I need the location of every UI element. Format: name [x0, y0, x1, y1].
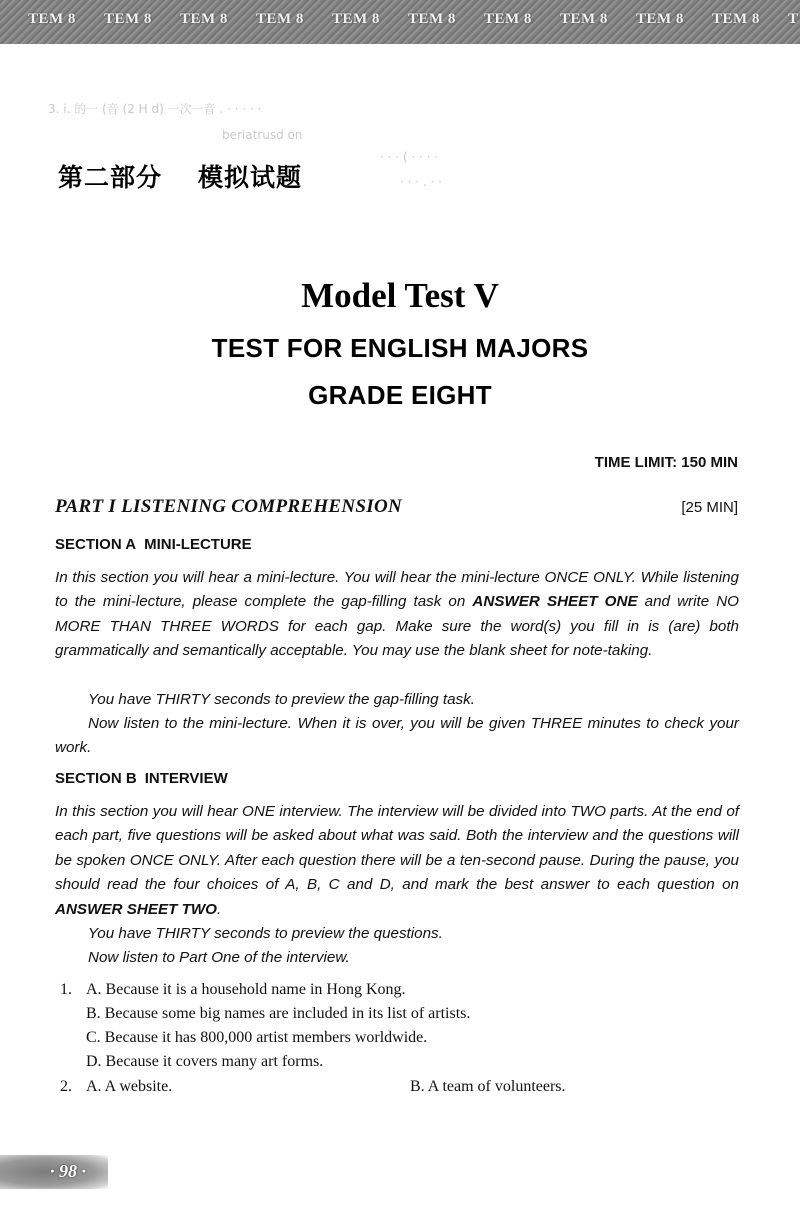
- test-grade: GRADE EIGHT: [308, 380, 492, 410]
- part-number-cn: 第二部分: [58, 163, 163, 192]
- header-tab: TEM 8: [28, 11, 76, 27]
- section-name: MINI-LECTURE: [144, 536, 252, 553]
- question-choice: B. A team of volunteers.: [410, 1078, 566, 1095]
- section-a-heading: [55, 536, 252, 553]
- part-time: [25 MIN]: [681, 499, 738, 516]
- section-name: INTERVIEW: [144, 770, 228, 787]
- bleed-through-text: · · · . · ·: [400, 175, 442, 189]
- section-b-listen: Now listen to Part One of the interview.: [88, 949, 350, 966]
- header-tab: TEM 8: [332, 11, 380, 27]
- section-b-instructions: In this section you will hear ONE interview. The interview will be divided into TWO parts. At the end of each part, five questions will be asked about what was said. Both the interview and the questions will be spoken ONCE ONLY. After each question there will be a ten-second pause. During the pause, you should read the four choices of A, B, C and D, and mark the best answer to each question on ANSWER SHEET TWO.: [55, 803, 739, 918]
- part-label-cn: 模拟试题: [198, 163, 303, 192]
- part-heading-cn: [58, 158, 302, 194]
- header-tab: TEM 8: [560, 11, 608, 27]
- header-tab: TEM 8: [712, 11, 760, 27]
- section-b-heading: [55, 770, 228, 787]
- bleed-through-text: 3. i. 的一 (音 (2 H d) 一次一音 . · · · · ·: [48, 102, 262, 116]
- page-number-badge: [0, 1155, 108, 1189]
- question-choice: D. Because it covers many art forms.: [86, 1053, 324, 1070]
- header-tab: TEM 8: [484, 11, 532, 27]
- section-label: SECTION A: [55, 536, 137, 553]
- test-subtitle: TEST FOR ENGLISH MAJORS: [211, 333, 589, 363]
- header-tab: TEM 8: [256, 11, 304, 27]
- section-b-preview: You have THIRTY seconds to preview the questions.: [88, 925, 443, 942]
- bleed-through-text: · · · ( · · · ·: [380, 150, 439, 164]
- test-title: Model Test V: [301, 276, 499, 315]
- header-tab: TEM 8: [408, 11, 456, 27]
- question-choice: A. Because it is a household name in Hong Kong.: [86, 981, 406, 998]
- header-tab: TEM 8: [636, 11, 684, 27]
- page-number: · 98 ·: [50, 1161, 86, 1181]
- section-label: SECTION B: [55, 770, 137, 787]
- question-choice: A. A website.: [86, 1078, 173, 1095]
- header-banner: [0, 0, 800, 44]
- part-title: PART I LISTENING COMPREHENSION: [55, 496, 403, 517]
- time-limit: TIME LIMIT: 150 MIN: [594, 454, 738, 471]
- question-number: 1.: [60, 981, 72, 998]
- part-header: [55, 496, 738, 522]
- question-choice: C. Because it has 800,000 artist members worldwide.: [86, 1029, 428, 1046]
- header-tab: TEM 8: [104, 11, 152, 27]
- answer-sheet-one: ANSWER SHEET ONE: [472, 593, 638, 611]
- bleed-through-text: beriatrusd on: [222, 128, 303, 142]
- answer-sheet-two: ANSWER SHEET TWO: [55, 900, 217, 918]
- section-a-instructions: In this section you will hear a mini-lecture. You will hear the mini-lecture ONCE ONLY. While listening to the mini-lecture, please complete the gap-filling task on ANSWER SHEET ONE and write NO MORE THAN THREE WORDS for each gap. Make sure the word(s) you fill in is (are) both grammatically and semantically acceptable. You may use the blank sheet for note-taking.: [55, 569, 739, 660]
- header-tab: TEM 8: [180, 11, 228, 27]
- section-a-listen: Now listen to the mini-lecture. When it is over, you will be given THREE minutes to check your work.: [55, 715, 739, 757]
- question-number: 2.: [60, 1078, 72, 1095]
- header-tab: T: [788, 11, 799, 27]
- section-a-preview: You have THIRTY seconds to preview the gap-filling task.: [88, 691, 475, 708]
- question-choice: B. Because some big names are included in its list of artists.: [86, 1005, 471, 1022]
